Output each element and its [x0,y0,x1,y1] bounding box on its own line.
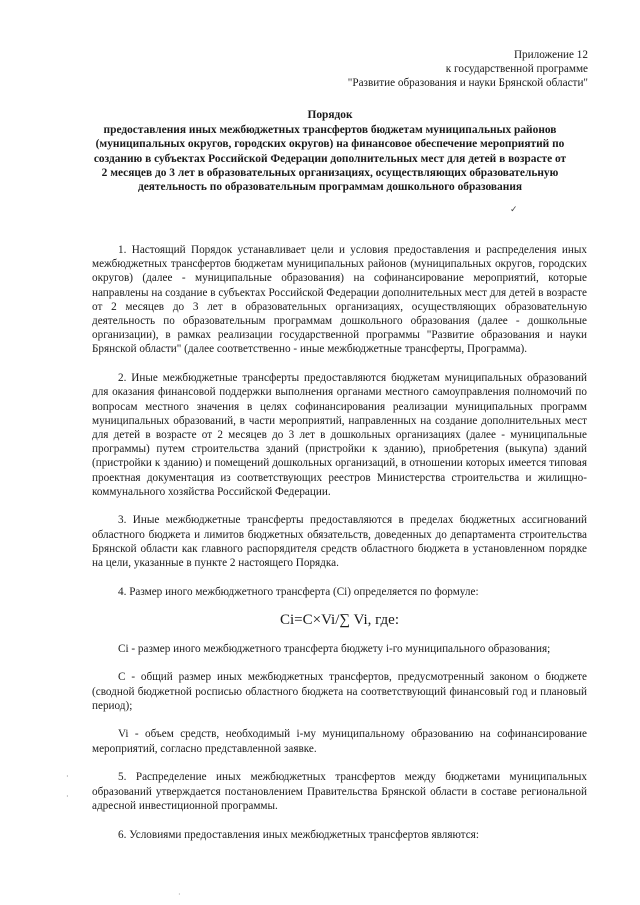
document-body [92,243,587,856]
appendix-program-ref: к государственной программе [445,63,588,75]
appendix-program-name: "Развитие образования и науки Брянской области" [347,77,588,89]
paragraph-6: 6. Условиями предоставления иных межбюджетных трансфертов являются: [118,828,479,841]
paragraph-2: 2. Иные межбюджетные трансферты предоставляются бюджетам муниципальных образований для оказания финансовой поддержки выполнения органами местного самоуправления полномочий по вопросам местного значения в целях софинансирования реализации муниципальных программ муниципальных образований, в части мероприятий, направленных на создание дополнительных мест для детей в возрасте от 2 месяцев до 3 лет в дошкольных организациях (далее - муниципальные программы) путем строительства зданий (пристройки к зданию), приобретения (выкупа) зданий (пристройки к зданию) и помещений дошкольных организаций, в отношении которых имеется типовая проектная документация из соответствующих реестров Министерства строительства и жилищно-коммунального хозяйства Российской Федерации. [92,372,587,498]
definition-vi: Vi - объем средств, необходимый i-му муниципальному образованию на софинансирование мероприятий, согласно представленной заявке. [92,728,587,755]
appendix-block [348,48,588,90]
paragraph-3: 3. Иные межбюджетные трансферты предоставляются в пределах бюджетных ассигнований областного бюджета и лимитов бюджетных обязательств, доведенных до департамента строительства Брянской области как главного распорядителя средств областного бюджета в установленном порядке на цели, указанные в пункте 2 настоящего Порядка. [92,514,587,570]
handwritten-tick-mark: ✓ [510,204,518,214]
title-subtitle: предоставления иных межбюджетных трансфертов бюджетам муниципальных районов (муниципальных округов, городских округов) на финансовое обеспечение мероприятий по созданию в субъектах Российской Федерации дополнительных мест для детей в возрасте от 2 месяцев до 3 лет в образовательных организациях, осуществляющих образовательную деятельность по образовательным программам дошкольного образования [93,124,567,194]
paragraph-1: 1. Настоящий Порядок устанавливает цели и условия предоставления и распределения иных межбюджетных трансфертов бюджетам муниципальных районов (муниципальных округов, городских округов) (далее - муниципальные образования) на софинансирование мероприятий, которые направлены на создание в субъектах Российской Федерации дополнительных мест для детей в возрасте от 2 месяцев до 3 лет в образовательных организациях, осуществляющих образовательную деятельность по образовательным программам дошкольного образования (далее - дошкольные организации), в рамках реализации государственной программы "Развитие образования и науки Брянской области" (далее соответственно - иные межбюджетные трансферты, Программа). [92,244,587,356]
margin-scan-mark: · [66,792,69,801]
definition-c: С - общий размер иных межбюджетных трансфертов, предусмотренный законом о бюджете (сводной бюджетной росписью областного бюджета на соответствующий финансовый год и плановый период); [92,671,587,712]
paragraph-5: 5. Распределение иных межбюджетных трансфертов между бюджетами муниципальных образований утверждается постановлением Правительства Брянской области в составе региональной адресной инвестиционной программы. [92,771,587,812]
appendix-number: Приложение 12 [513,49,588,61]
definition-ci: Ci - размер иного межбюджетного трансферта бюджету i-го муниципального образования; [118,642,551,655]
margin-scan-mark: · [66,772,69,781]
formula: Ci=C×Vi/∑ Vi, где: [280,612,399,629]
title-heading: Порядок [307,109,353,121]
paragraph-4: 4. Размер иного межбюджетного трансферта (Ci) определяется по формуле: [118,585,479,598]
document-title [90,108,570,194]
scan-dot: · [178,890,181,899]
